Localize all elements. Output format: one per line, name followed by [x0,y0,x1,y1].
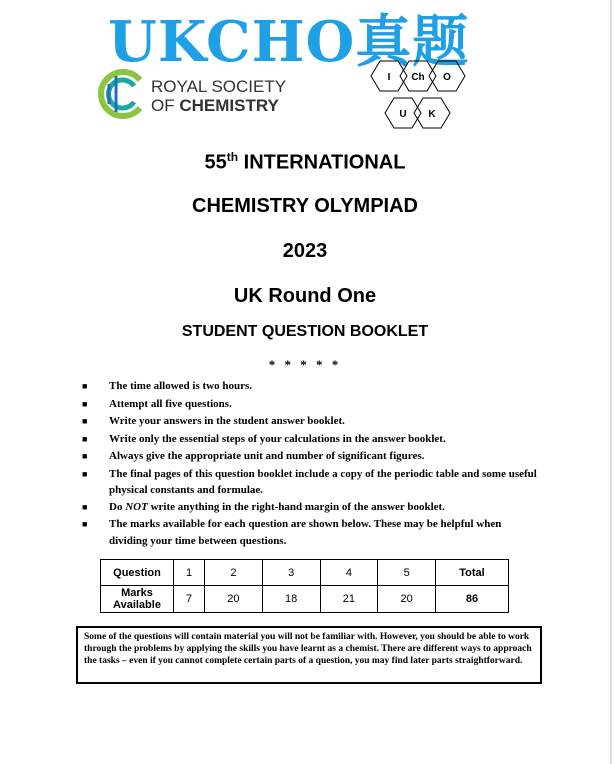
instruction-item: ■ The final pages of this question booklet include a copy of the periodic table and some useful physical constants and formulae. [82,467,537,496]
edition-heading: 55th INTERNATIONAL [204,150,406,174]
question-cell: 4 [320,560,378,586]
marks-cell: 21 [320,586,378,613]
notice-box: Some of the questions will contain material you will not be familiar with. However, you should be able to work through the problems by applying the skills you have learnt as a chemist. There are different ways to approach the tasks – even if you cannot complete certain parts of a question, you may find later parts straightforward. [76,626,542,684]
marks-cell: 20 [378,586,436,613]
instruction-item: ■ Write your answers in the student answer booklet. [82,413,542,431]
instruction-item: ■ The marks available for each question are shown below. These may be helpful when dividing your time between questions. [82,518,502,547]
watermark-title: UKCHO真题 [108,9,470,75]
bullet-icon: ■ [82,416,88,426]
instruction-item: ■ Attempt all five questions. [82,396,542,414]
total-header-cell: Total [436,560,509,586]
year-heading: 2023 [282,240,328,262]
instruction-item: ■ Write only the essential steps of your calculations in the answer booklet. [82,431,542,449]
rsc-logo-icon [94,66,150,122]
bullet-icon: ■ [82,468,88,479]
bullet-icon: ■ [82,451,88,461]
bullet-icon: ■ [82,519,88,529]
page-edge [610,0,612,764]
instruction-item: ■ The time allowed is two hours. [82,378,542,396]
bullet-icon: ■ [82,433,88,444]
marks-table [100,559,509,613]
instructions-list [82,378,542,549]
hex-label-u: U [399,109,407,120]
question-cell: 1 [174,560,205,586]
question-cell: 5 [378,560,436,586]
question-cell: 3 [262,560,320,586]
instruction-item: ■ Do NOT write anything in the right-hand margin of the answer booklet. [82,499,542,517]
marks-cell: 20 [205,586,263,613]
bullet-icon: ■ [82,381,88,391]
rsc-line-1: ROYAL SOCIETY [151,77,287,96]
table-row-questions [101,560,509,586]
question-header-cell: Question [101,560,174,586]
booklet-heading: STUDENT QUESTION BOOKLET [181,323,429,340]
hex-label-k: K [428,109,436,120]
ukcho-hexagon-logo [358,56,488,136]
marks-cell: 7 [174,586,205,613]
hex-label-i: I [387,72,391,83]
bullet-icon: ■ [82,398,88,409]
marks-header-cell: Marks Available [101,586,174,613]
question-cell: 2 [205,560,263,586]
total-marks-cell: 86 [436,586,509,613]
marks-cell: 18 [262,586,320,613]
rsc-line-2: OF CHEMISTRY [151,96,279,115]
separator-stars: * * * * * [268,357,342,372]
hex-label-ch: Ch [411,72,425,83]
hex-label-o: O [443,72,451,83]
olympiad-heading: CHEMISTRY OLYMPIAD [192,195,418,217]
rsc-logo-text [151,77,286,115]
round-heading: UK Round One [233,285,377,307]
table-row-marks [101,586,509,613]
bullet-icon: ■ [82,501,88,512]
instruction-item: ■ Always give the appropriate unit and number of significant figures. [82,448,542,466]
